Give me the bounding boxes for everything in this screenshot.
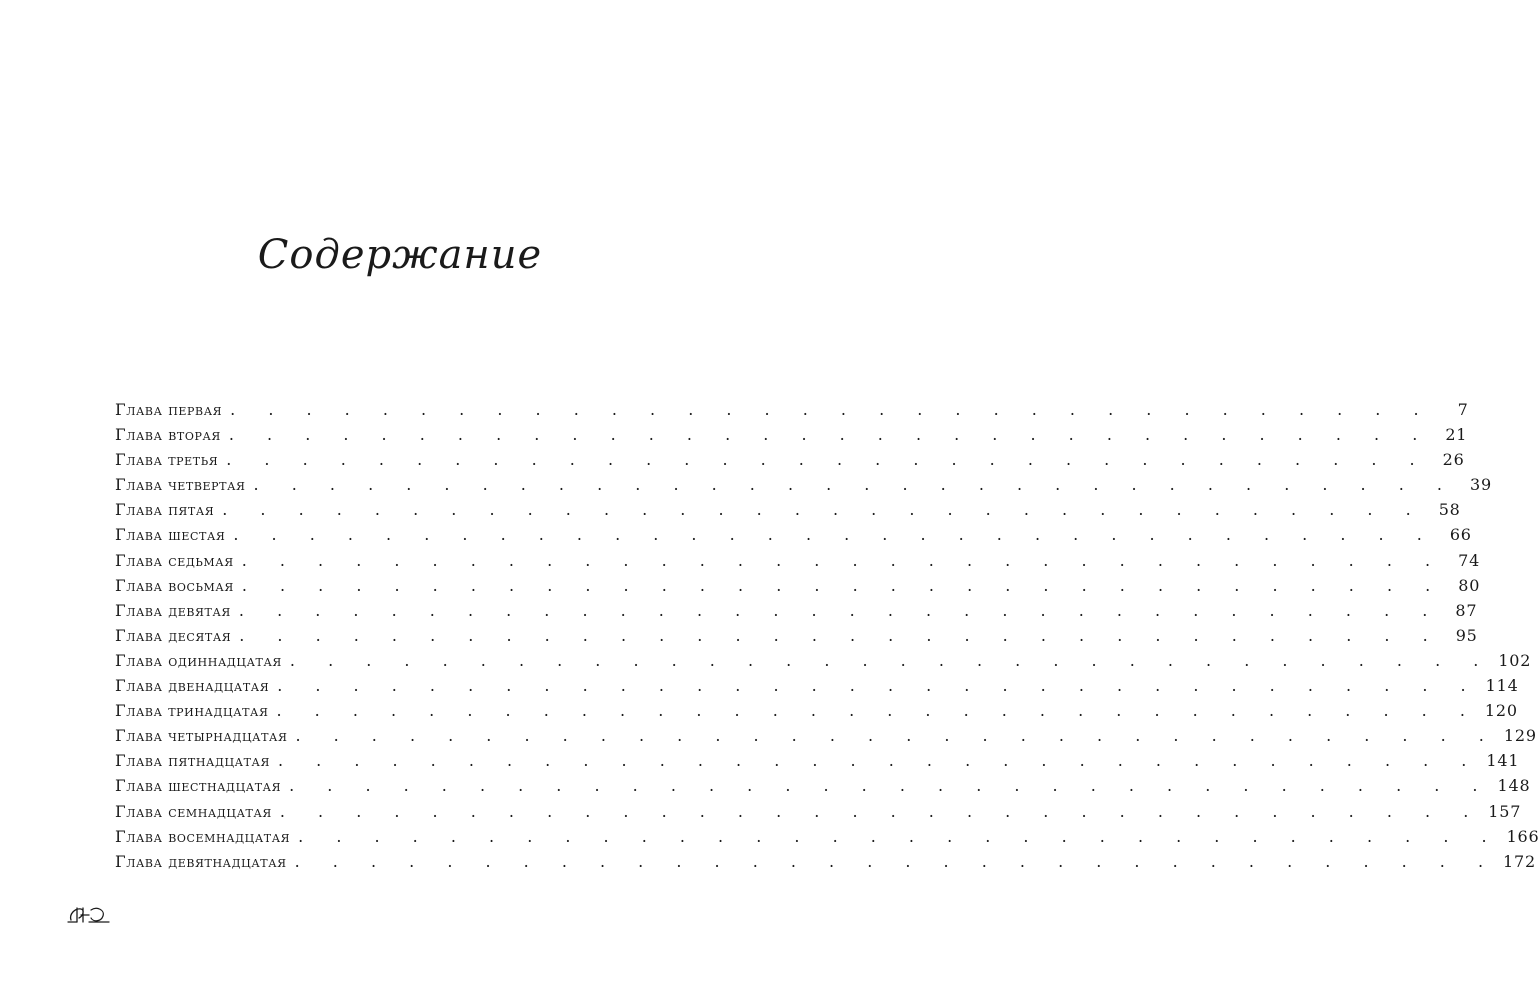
toc-dot-leader: . . . . . . . . . . . . . . . . . . . . . . . . . . . . . . . . bbox=[239, 625, 1442, 645]
toc-dot-leader: . . . . . . . . . . . . . . . . . . . . . . . . . . . . . . . . bbox=[253, 475, 1456, 495]
toc-entry-page: 102 bbox=[1498, 650, 1532, 670]
toc-entry[interactable] bbox=[115, 550, 1481, 576]
toc-entry-page: 66 bbox=[1449, 525, 1472, 545]
toc-dot-leader: . . . . . . . . . . . . . . . . . . . . . . . . . . . . . . . . bbox=[277, 676, 1480, 696]
toc-dot-leader: . . . . . . . . . . . . . . . . . . . . . . . . . . . . . . . . bbox=[230, 400, 1433, 419]
toc-entry-page: 80 bbox=[1458, 575, 1481, 595]
toc-entry[interactable] bbox=[115, 676, 1519, 701]
toc-entry-title: Глава седьмая bbox=[115, 550, 234, 570]
toc-entry[interactable] bbox=[115, 600, 1478, 626]
toc-dot-leader: . . . . . . . . . . . . . . . . . . . . . . . . . . . . . . . . bbox=[276, 701, 1479, 721]
table-of-contents bbox=[115, 400, 1540, 877]
toc-entry-title: Глава семнадцатая bbox=[115, 801, 272, 821]
toc-entry[interactable] bbox=[115, 625, 1478, 651]
toc-entry-page: 166 bbox=[1506, 826, 1540, 846]
toc-dot-leader: . . . . . . . . . . . . . . . . . . . . . . . . . . . . . . . . bbox=[228, 425, 1432, 445]
toc-entry-title: Глава пятнадцатая bbox=[115, 751, 270, 771]
toc-entry-title: Глава девятая bbox=[115, 600, 231, 620]
toc-dot-leader: . . . . . . . . . . . . . . . . . . . . . . . . . . . . . . . . bbox=[226, 450, 1429, 470]
toc-dot-leader: . . . . . . . . . . . . . . . . . . . . . . . . . . . . . . . . bbox=[295, 726, 1498, 746]
toc-entry-title: Глава восьмая bbox=[115, 575, 234, 595]
toc-entry-title: Глава вторая bbox=[115, 425, 221, 445]
toc-dot-leader: . . . . . . . . . . . . . . . . . . . . . . . . . . . . . . . . bbox=[298, 826, 1501, 846]
toc-entry-page: 21 bbox=[1445, 425, 1468, 445]
toc-entry-title: Глава девятнадцатая bbox=[115, 851, 287, 871]
toc-entry-title: Глава первая bbox=[115, 400, 223, 419]
toc-entry-page: 95 bbox=[1455, 625, 1478, 645]
monogram-icon bbox=[65, 902, 111, 928]
toc-entry-page: 58 bbox=[1438, 500, 1461, 520]
toc-entry-title: Глава десятая bbox=[115, 625, 232, 645]
toc-entry-page: 7 bbox=[1457, 400, 1469, 419]
toc-entry-title: Глава пятая bbox=[115, 500, 215, 520]
toc-dot-leader: . . . . . . . . . . . . . . . . . . . . . . . . . . . . . . . . bbox=[238, 600, 1442, 620]
toc-entry-page: 74 bbox=[1458, 550, 1481, 570]
toc-entry[interactable] bbox=[115, 500, 1461, 525]
toc-entry[interactable] bbox=[115, 801, 1522, 827]
toc-entry-page: 26 bbox=[1442, 450, 1465, 470]
toc-dot-leader: . . . . . . . . . . . . . . . . . . . . . . . . . . . . . . . . bbox=[294, 851, 1498, 871]
toc-entry-page: 141 bbox=[1486, 751, 1520, 771]
toc-entry-page: 87 bbox=[1455, 600, 1478, 620]
toc-entry-title: Глава четвертая bbox=[115, 475, 246, 495]
toc-entry[interactable] bbox=[115, 400, 1469, 425]
toc-entry[interactable] bbox=[115, 425, 1468, 450]
toc-entry-page: 114 bbox=[1485, 676, 1519, 696]
toc-dot-leader: . . . . . . . . . . . . . . . . . . . . . . . . . . . . . . . . bbox=[241, 550, 1445, 570]
toc-dot-leader: . . . . . . . . . . . . . . . . . . . . . . . . . . . . . . . . bbox=[289, 776, 1492, 796]
toc-entry[interactable] bbox=[115, 826, 1540, 852]
toc-entry[interactable] bbox=[115, 726, 1537, 751]
toc-entry[interactable] bbox=[115, 751, 1520, 776]
toc-dot-leader: . . . . . . . . . . . . . . . . . . . . . . . . . . . . . . . . bbox=[289, 650, 1493, 670]
toc-entry-title: Глава шестнадцатая bbox=[115, 776, 282, 796]
toc-entry-title: Глава восемнадцатая bbox=[115, 826, 291, 846]
toc-entry[interactable] bbox=[115, 575, 1481, 601]
toc-entry-page: 39 bbox=[1470, 475, 1492, 495]
toc-dot-leader: . . . . . . . . . . . . . . . . . . . . . . . . . . . . . . . . bbox=[279, 801, 1483, 821]
toc-entry[interactable] bbox=[115, 525, 1472, 550]
toc-entry[interactable] bbox=[115, 776, 1531, 801]
toc-entry[interactable] bbox=[115, 450, 1465, 475]
toc-entry-title: Глава тринадцатая bbox=[115, 701, 269, 721]
toc-dot-leader: . . . . . . . . . . . . . . . . . . . . . . . . . . . . . . . . bbox=[233, 525, 1436, 545]
toc-dot-leader: . . . . . . . . . . . . . . . . . . . . . . . . . . . . . . . . bbox=[241, 575, 1445, 595]
toc-entry-page: 148 bbox=[1497, 776, 1531, 796]
toc-entry-title: Глава двенадцатая bbox=[115, 676, 270, 696]
toc-entry[interactable] bbox=[115, 851, 1536, 877]
toc-entry[interactable] bbox=[115, 475, 1492, 500]
toc-entry-title: Глава четырнадцатая bbox=[115, 726, 288, 746]
toc-entry-page: 129 bbox=[1503, 726, 1537, 746]
toc-entry[interactable] bbox=[115, 650, 1532, 676]
toc-entry-title: Глава одиннадцатая bbox=[115, 650, 282, 670]
toc-entry-title: Глава третья bbox=[115, 450, 219, 470]
toc-entry-page: 157 bbox=[1488, 801, 1522, 821]
toc-dot-leader: . . . . . . . . . . . . . . . . . . . . . . . . . . . . . . . . bbox=[222, 500, 1425, 520]
toc-dot-leader: . . . . . . . . . . . . . . . . . . . . . . . . . . . . . . . . bbox=[277, 751, 1481, 771]
toc-entry-page: 172 bbox=[1503, 851, 1536, 871]
toc-entry-page: 120 bbox=[1484, 701, 1518, 721]
toc-entry-title: Глава шестая bbox=[115, 525, 226, 545]
toc-heading: Содержание bbox=[257, 232, 543, 278]
toc-entry[interactable] bbox=[115, 701, 1518, 726]
